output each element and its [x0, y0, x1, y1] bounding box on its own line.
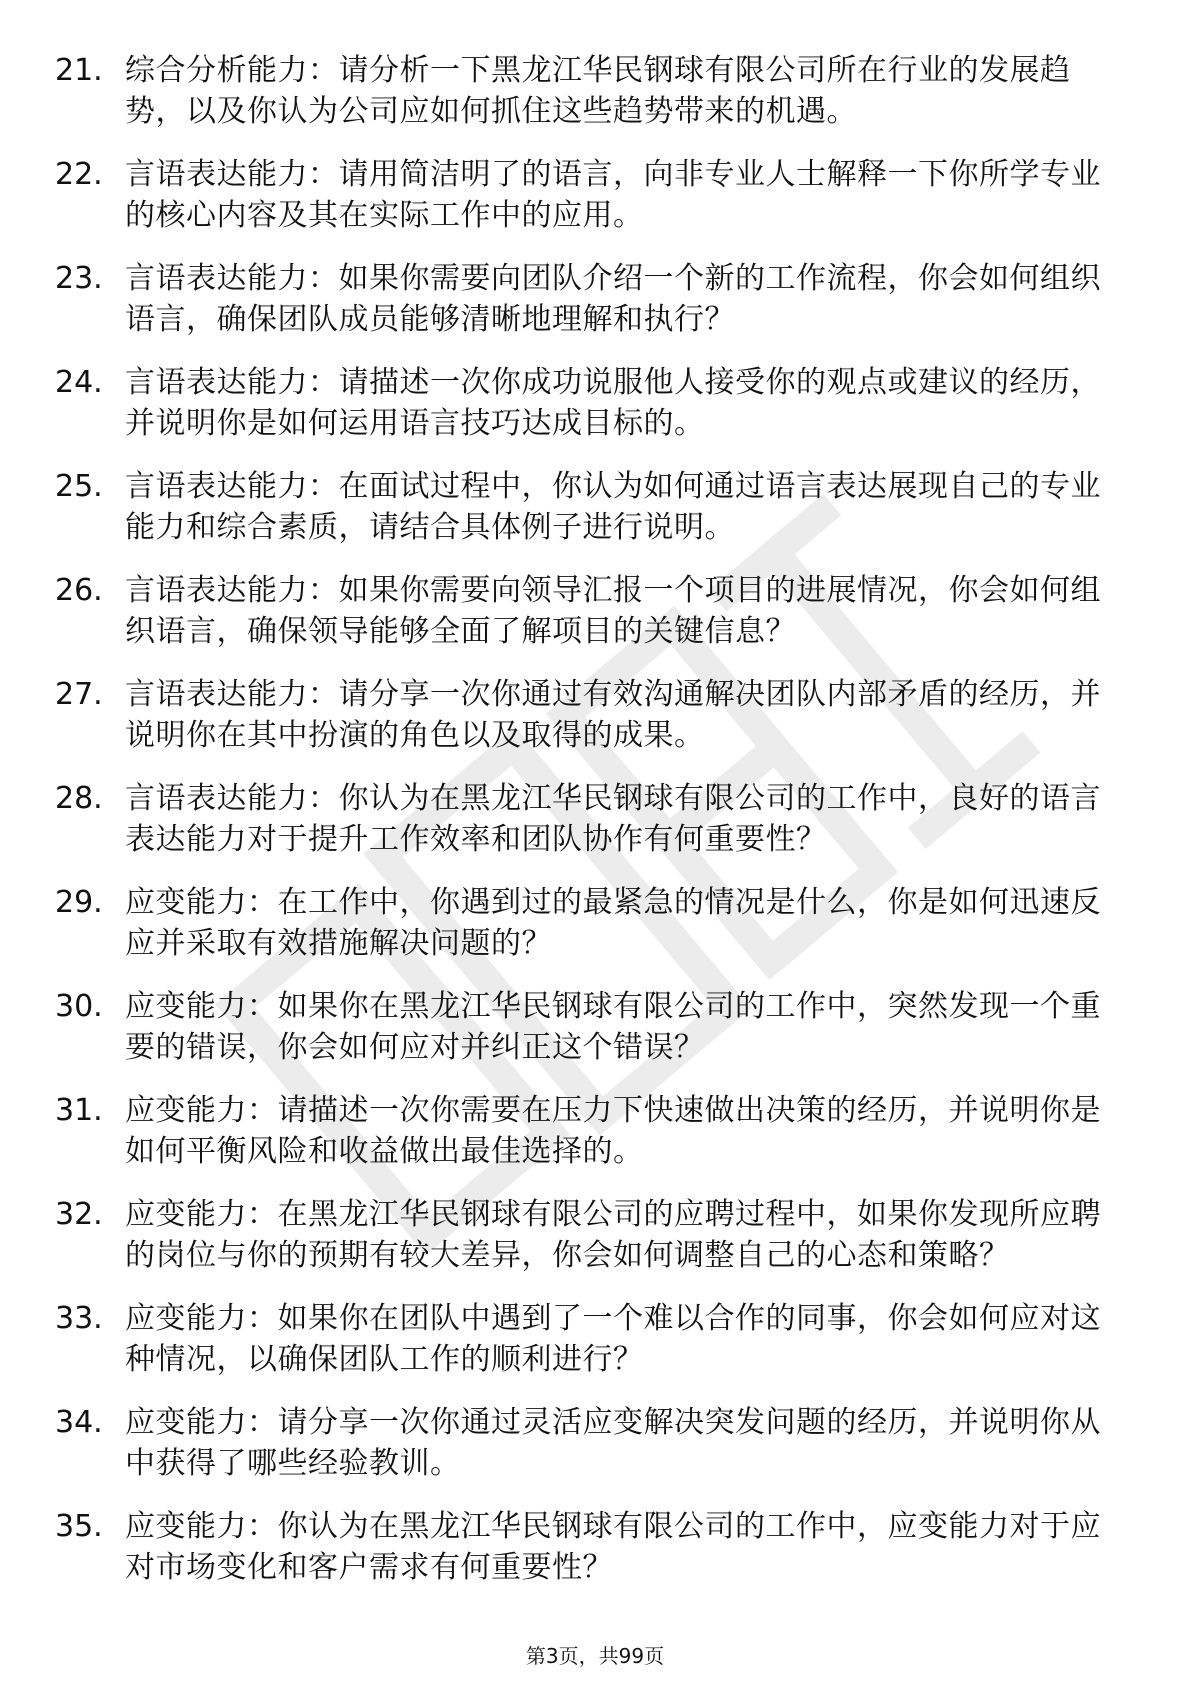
question-text: 应变能力：在黑龙江华民钢球有限公司的应聘过程中，如果你发现所应聘的岗位与你的预期有较大差异，你会如何调整自己的心态和策略？: [125, 1197, 1101, 1273]
question-list: [55, 50, 1115, 1610]
question-number: 33.: [55, 1301, 103, 1336]
question-number: 35.: [55, 1509, 103, 1544]
list-item: [55, 1402, 1115, 1484]
list-item: [55, 258, 1115, 340]
question-text: 言语表达能力：你认为在黑龙江华民钢球有限公司的工作中，良好的语言表达能力对于提升工作效率和团队协作有何重要性？: [125, 781, 1101, 857]
question-text: 应变能力：请分享一次你通过灵活应变解决突发问题的经历，并说明你从中获得了哪些经验教训。: [125, 1405, 1101, 1481]
question-number: 23.: [55, 261, 103, 296]
question-number: 21.: [55, 53, 103, 88]
page-number: 第3页，共99页: [525, 1644, 665, 1668]
question-text: 言语表达能力：请描述一次你成功说服他人接受你的观点或建议的经历，并说明你是如何运用语言技巧达成目标的。: [125, 365, 1101, 441]
question-number: 29.: [55, 885, 103, 920]
list-item: [55, 466, 1115, 548]
question-text: 应变能力：如果你在团队中遇到了一个难以合作的同事，你会如何应对这种情况，以确保团队工作的顺利进行？: [125, 1301, 1101, 1377]
question-number: 22.: [55, 157, 103, 192]
list-item: [55, 882, 1115, 964]
list-item: [55, 1194, 1115, 1276]
list-item: [55, 50, 1115, 132]
question-number: 24.: [55, 365, 103, 400]
list-item: [55, 570, 1115, 652]
question-text: 言语表达能力：请分享一次你通过有效沟通解决团队内部矛盾的经历，并说明你在其中扮演的角色以及取得的成果。: [125, 677, 1101, 753]
question-number: 31.: [55, 1093, 103, 1128]
question-text: 言语表达能力：如果你需要向团队介绍一个新的工作流程，你会如何组织语言，确保团队成员能够清晰地理解和执行？: [125, 261, 1101, 337]
list-item: [55, 1090, 1115, 1172]
question-number: 28.: [55, 781, 103, 816]
question-number: 34.: [55, 1405, 103, 1440]
list-item: [55, 778, 1115, 860]
question-number: 25.: [55, 469, 103, 504]
question-text: 言语表达能力：在面试过程中，你认为如何通过语言表达展现自己的专业能力和综合素质，请结合具体例子进行说明。: [125, 469, 1101, 545]
list-item: [55, 362, 1115, 444]
list-item: [55, 986, 1115, 1068]
question-number: 32.: [55, 1197, 103, 1232]
list-item: [55, 1506, 1115, 1588]
question-text: 言语表达能力：请用简洁明了的语言，向非专业人士解释一下你所学专业的核心内容及其在实际工作中的应用。: [125, 157, 1101, 233]
question-text: 综合分析能力：请分析一下黑龙江华民钢球有限公司所在行业的发展趋势，以及你认为公司应如何抓住这些趋势带来的机遇。: [125, 53, 1071, 129]
question-number: 30.: [55, 989, 103, 1024]
question-text: 应变能力：请描述一次你需要在压力下快速做出决策的经历，并说明你是如何平衡风险和收益做出最佳选择的。: [125, 1093, 1101, 1169]
question-text: 言语表达能力：如果你需要向领导汇报一个项目的进展情况，你会如何组织语言，确保领导能够全面了解项目的关键信息？: [125, 573, 1101, 649]
question-text: 应变能力：你认为在黑龙江华民钢球有限公司的工作中，应变能力对于应对市场变化和客户需求有何重要性？: [125, 1509, 1101, 1585]
list-item: [55, 154, 1115, 236]
question-text: 应变能力：在工作中，你遇到过的最紧急的情况是什么，你是如何迅速反应并采取有效措施解决问题的？: [125, 885, 1101, 961]
question-number: 27.: [55, 677, 103, 712]
list-item: [55, 674, 1115, 756]
list-item: [55, 1298, 1115, 1380]
question-number: 26.: [55, 573, 103, 608]
question-text: 应变能力：如果你在黑龙江华民钢球有限公司的工作中，突然发现一个重要的错误，你会如何应对并纠正这个错误？: [125, 989, 1101, 1065]
